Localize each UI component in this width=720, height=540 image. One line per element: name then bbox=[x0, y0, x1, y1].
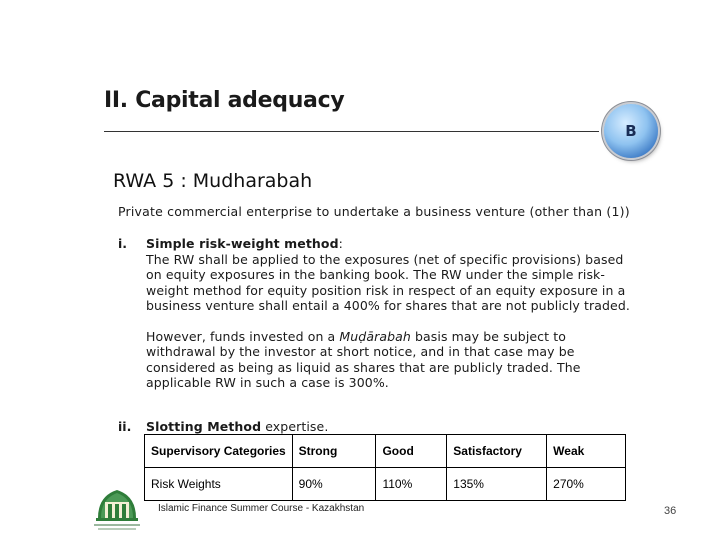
table-row bbox=[145, 468, 626, 501]
page-number: 36 bbox=[664, 505, 677, 517]
p2-after: basis may be subject to withdrawal by the investor at short notice, and in that case may be considered as being as liquid as shares that are publicly traded. The applicable RW in such a case is 300%. bbox=[146, 328, 581, 390]
table-header-cell: Satisfactory bbox=[447, 435, 547, 468]
table-header-cell: Good bbox=[376, 435, 447, 468]
item-paragraph-2 bbox=[146, 329, 636, 391]
list-item-1 bbox=[146, 236, 636, 391]
institution-logo bbox=[86, 484, 148, 534]
slide-title: II. Capital adequacy bbox=[104, 88, 345, 113]
item-heading-1 bbox=[146, 236, 636, 252]
item-heading-suffix: expertise. bbox=[261, 419, 329, 434]
item-heading-text: Slotting Method bbox=[146, 419, 262, 434]
list-item-2 bbox=[146, 419, 636, 435]
table-cell: 135% bbox=[447, 468, 547, 501]
table-cell: 270% bbox=[547, 468, 626, 501]
item-heading-text: Simple risk-weight method bbox=[146, 236, 339, 251]
slotting-table bbox=[144, 434, 626, 501]
p2-italic: Muḍārabah bbox=[339, 328, 411, 344]
table-header-cell: Weak bbox=[547, 435, 626, 468]
footer-text: Islamic Finance Summer Course - Kazakhstan bbox=[158, 503, 368, 514]
item-heading-2 bbox=[146, 419, 636, 435]
p2-before: However, funds invested on a bbox=[146, 328, 340, 344]
slide-subtitle: RWA 5 : Mudharabah bbox=[113, 170, 313, 192]
table-header-row bbox=[145, 435, 626, 468]
table-header-cell: Strong bbox=[292, 435, 376, 468]
table-cell: 110% bbox=[376, 468, 447, 501]
table-cell: Risk Weights bbox=[145, 468, 293, 501]
list-number-2: ii. bbox=[118, 419, 132, 434]
list-number-1: i. bbox=[118, 236, 128, 251]
institution-logo-icon bbox=[86, 484, 148, 534]
table-cell: 90% bbox=[292, 468, 376, 501]
table-header-cell: Supervisory Categories bbox=[145, 435, 293, 468]
item-heading-suffix: : bbox=[338, 236, 343, 251]
title-divider bbox=[104, 131, 599, 132]
item-paragraph-1: The RW shall be applied to the exposures (net of specific provisions) based on equity exposures in the banking book. The RW under the simple risk-weight method for equity position risk in respect of an equity exposure in a business venture shall entail a 400% for shares that are not publicly traded. bbox=[146, 251, 630, 313]
intro-text: Private commercial enterprise to undertake a business venture (other than (1)) bbox=[118, 204, 630, 219]
section-badge: B bbox=[604, 104, 658, 158]
